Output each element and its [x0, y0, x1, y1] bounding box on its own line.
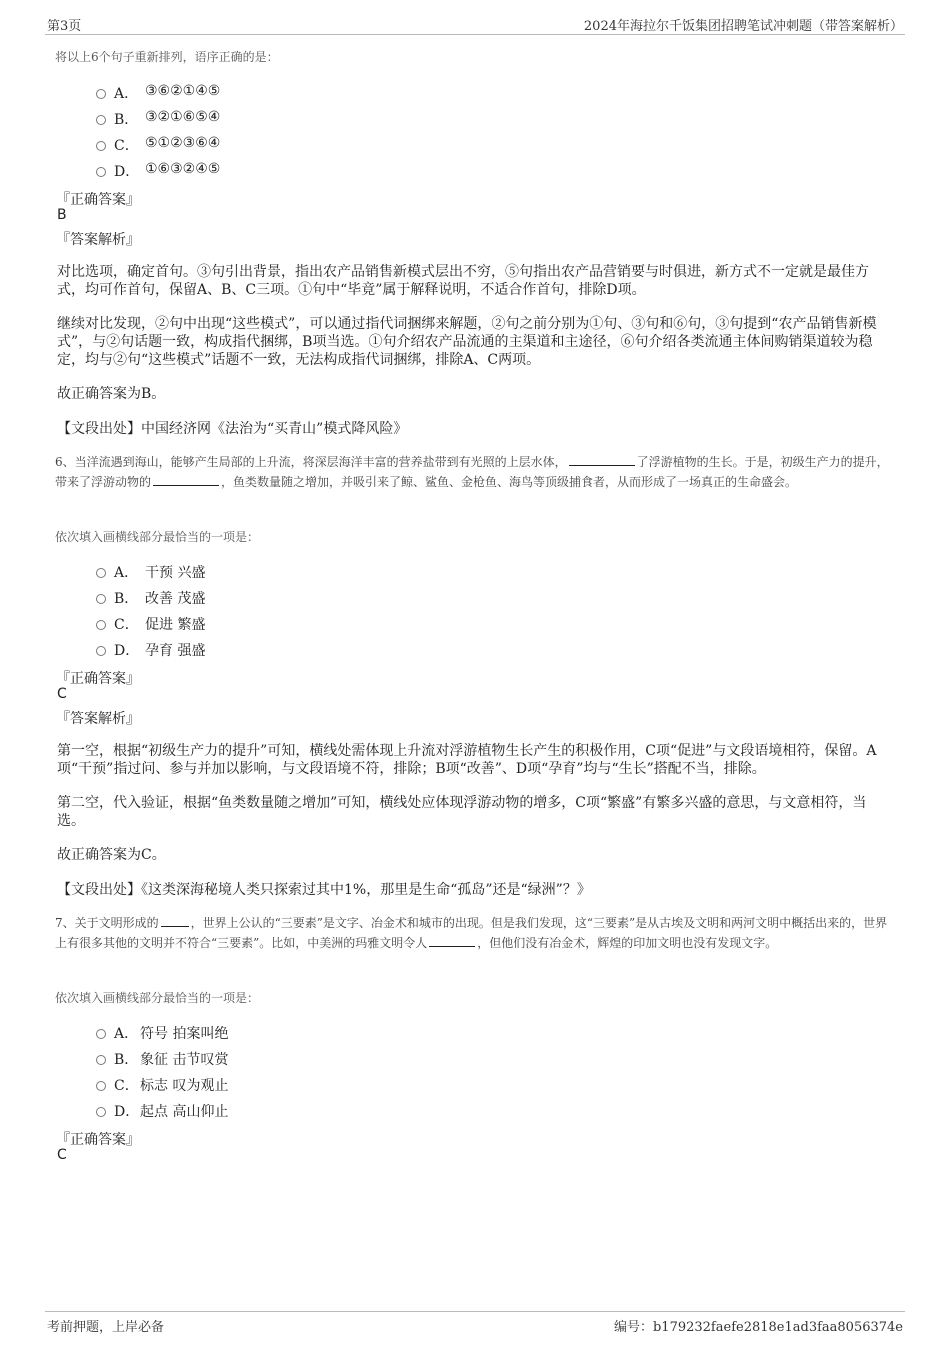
q7-stem: 7、关于文明形成的 ，世界上公认的“三要素”是文字、冶金术和城市的出现。但是我们发现，这“三要素”是从古埃及文明和两河文明中概括出来的，世界上有很多其他的文明并不符合“三要素”。比如，中美洲的玛雅文明令人 ，但他们没有冶金术，辉煌的印加文明也没有发现文字。 [55, 916, 888, 950]
page-footer [45, 1311, 905, 1336]
radio-icon[interactable] [96, 620, 106, 630]
radio-icon[interactable] [96, 167, 106, 177]
q6-analysis-para-1: 第一空，根据“初级生产力的提升”可知，横线处需体现上升流对浮游植物生长产生的积极作用，C项“促进”与文段语境相符，保留。A项“干预”指过问、参与并加以影响，与文段语境不符，排除；B项“改善”、D项“孕育”均与“生长”搭配不当，排除。 [57, 743, 877, 777]
radio-icon[interactable] [96, 1107, 106, 1117]
q7-answer-label: 『正确答案』 [56, 1132, 140, 1148]
q5-analysis-label: 『答案解析』 [56, 232, 140, 248]
page-number: 第3页 [47, 19, 82, 34]
radio-icon[interactable] [96, 89, 106, 99]
q6-analysis-para-2: 第二空，代入验证，根据“鱼类数量随之增加”可知，横线处应体现浮游动物的增多，C项“繁盛”有繁多兴盛的意思，与文意相符，当选。 [57, 795, 867, 829]
q6-analysis-para-3: 故正确答案为C。 [57, 847, 166, 863]
q5-analysis-para-3: 故正确答案为B。 [57, 386, 166, 402]
q6-instruction: 依次填入画横线部分最恰当的一项是： [55, 530, 260, 544]
footer-slogan: 考前押题，上岸必备 [47, 1320, 165, 1335]
q6-blank-1 [569, 453, 635, 466]
q7-blank-1 [161, 914, 189, 927]
q5-analysis-para-2: 继续对比发现，②句中出现“这些模式”，可以通过指代词捆绑来解题，②句之前分别为①句、③句和⑥句，③句提到“农产品销售新模式”，与②句话题一致，构成指代捆绑，B项当选。①句介绍农产品流通的主渠道和主途径，⑥句介绍各类流通主体间购销渠道较为稳定，均与②句“这些模式”话题不一致，无法构成指代词捆绑，排除A、C两项。 [57, 316, 877, 368]
q6-answer: C [57, 686, 67, 702]
q6-analysis-label: 『答案解析』 [56, 711, 140, 727]
q6-stem: 6、当洋流遇到海山，能够产生局部的上升流，将深层海洋丰富的营养盐带到有光照的上层水体， 了浮游植物的生长。于是，初级生产力的提升，带来了浮游动物的 ，鱼类数量随之增加，并吸引来了鲸、鲨鱼、金枪鱼、海鸟等顶级捕食者，从而形成了一场真正的生命盛会。 [55, 455, 889, 489]
radio-icon[interactable] [96, 141, 106, 151]
q6-answer-label: 『正确答案』 [56, 671, 140, 687]
radio-icon[interactable] [96, 1055, 106, 1065]
q6-blank-2 [153, 473, 219, 486]
radio-icon[interactable] [96, 568, 106, 578]
radio-icon[interactable] [96, 1029, 106, 1039]
radio-icon[interactable] [96, 1081, 106, 1091]
q7-answer: C [57, 1147, 67, 1163]
q6-source: 【文段出处】《这类深海秘境人类只探索过其中1%，那里是生命“孤岛”还是“绿洲”？》 [57, 882, 591, 898]
q7-instruction: 依次填入画横线部分最恰当的一项是： [55, 991, 260, 1005]
q5-instruction: 将以上6个句子重新排列，语序正确的是： [55, 50, 279, 64]
document-id: 编号：b179232faefe2818e1ad3faa8056374e [613, 1320, 903, 1335]
page-header [45, 14, 905, 35]
q5-answer-label: 『正确答案』 [56, 192, 140, 208]
q7-blank-2 [429, 934, 475, 947]
q5-analysis-para-1: 对比选项，确定首句。③句引出背景，指出农产品销售新模式层出不穷，⑤句指出农产品营销要与时俱进，新方式不一定就是最佳方式，均可作首句，保留A、B、C三项。①句中“毕竟”属于解释说明，不适合作首句，排除D项。 [57, 264, 869, 298]
radio-icon[interactable] [96, 115, 106, 125]
document-title: 2024年海拉尔千饭集团招聘笔试冲刺题（带答案解析） [583, 19, 903, 34]
q5-source: 【文段出处】中国经济网《法治为“买青山”模式降风险》 [57, 421, 408, 437]
q5-answer: B [57, 207, 67, 223]
radio-icon[interactable] [96, 594, 106, 604]
radio-icon[interactable] [96, 646, 106, 656]
